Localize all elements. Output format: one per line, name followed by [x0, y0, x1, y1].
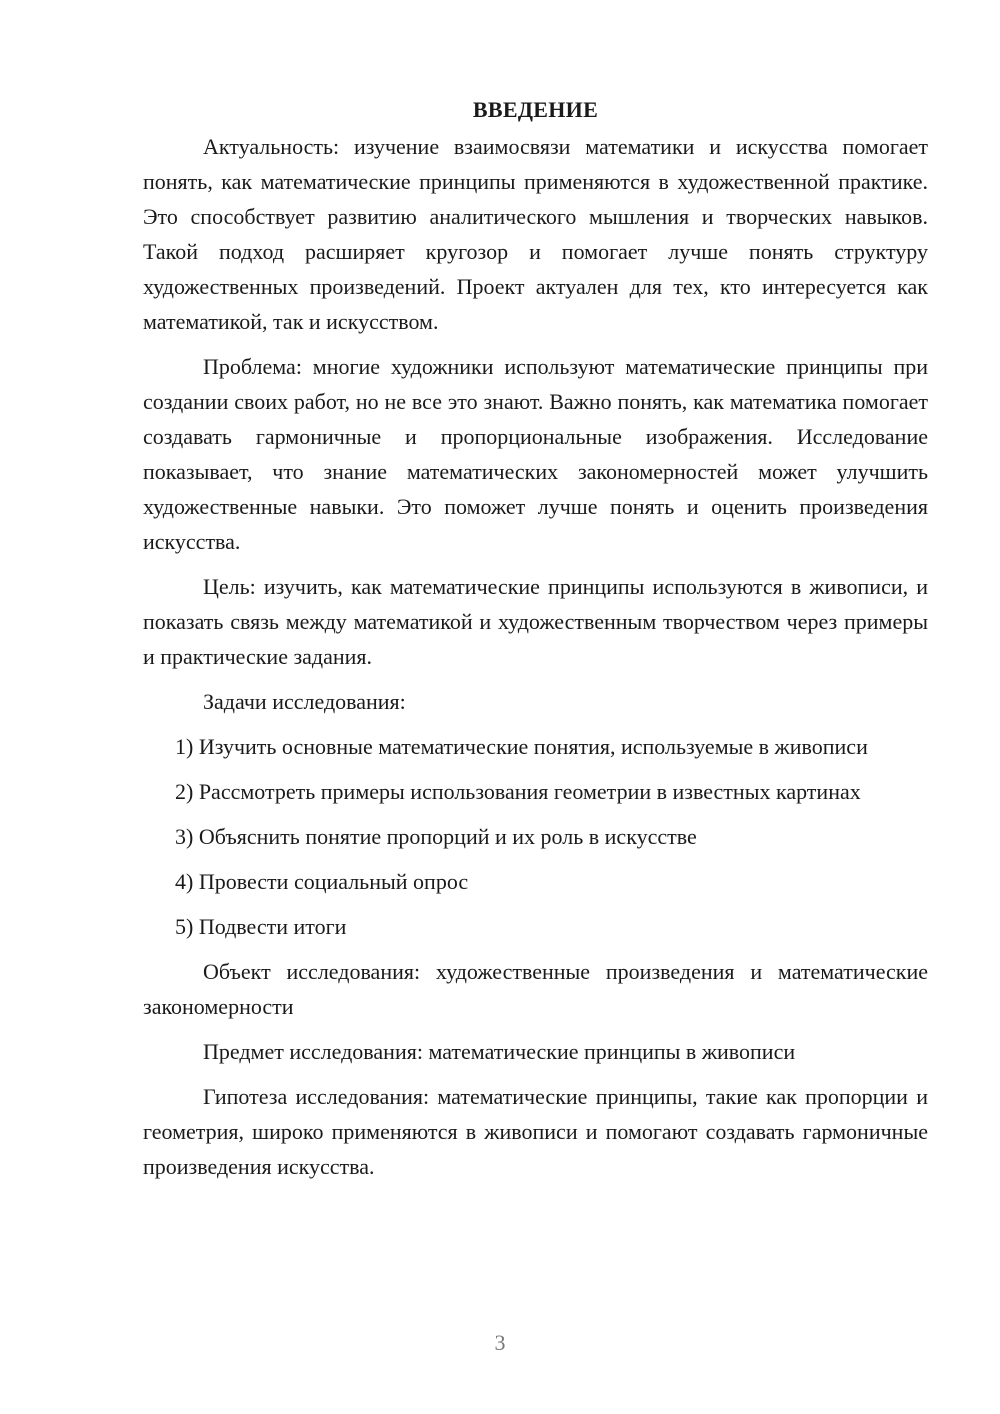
subject-paragraph: Предмет исследования: математические принципы в живописи — [203, 1039, 796, 1064]
relevance-paragraph: Актуальность: изучение взаимосвязи математики и искусства помогает понять, как математические принципы применяются в художественной практике. Это способствует развитию аналитического мышления и творческих навыков. Такой подход расширяет кругозор и помогает лучше понять структуру художественных произведений. Проект актуален для тех, кто интересуется как математикой, так и искусством. — [143, 134, 928, 334]
page-title: ВВЕДЕНИЕ — [472, 97, 599, 122]
tasks-list — [143, 729, 928, 944]
task-item: 2) Рассмотреть примеры использования геометрии в известных картинах — [175, 779, 861, 804]
object-paragraph: Объект исследования: художественные произведения и математические закономерности — [143, 959, 928, 1019]
task-item: 5) Подвести итоги — [175, 914, 347, 939]
tasks-label: Задачи исследования: — [203, 689, 406, 714]
goal-paragraph: Цель: изучить, как математические принципы используются в живописи, и показать связь между математикой и художественным творчеством через примеры и практические задания. — [143, 574, 928, 669]
hypothesis-paragraph: Гипотеза исследования: математические принципы, такие как пропорции и геометрия, широко применяются в живописи и помогают создавать гармоничные произведения искусства. — [143, 1084, 928, 1179]
document-page — [143, 92, 928, 1194]
task-item: 4) Провести социальный опрос — [175, 869, 469, 894]
problem-paragraph: Проблема: многие художники используют математические принципы при создании своих работ, но не все это знают. Важно понять, как математика помогает создавать гармоничные и пропорциональные изображения. Исследование показывает, что знание математических закономерностей может улучшить художественные навыки. Это поможет лучше понять и оценить произведения искусства. — [143, 354, 928, 554]
task-item: 3) Объяснить понятие пропорций и их роль в искусстве — [175, 824, 697, 849]
page-number: 3 — [494, 1330, 506, 1355]
task-item: 1) Изучить основные математические понятия, используемые в живописи — [175, 734, 868, 759]
